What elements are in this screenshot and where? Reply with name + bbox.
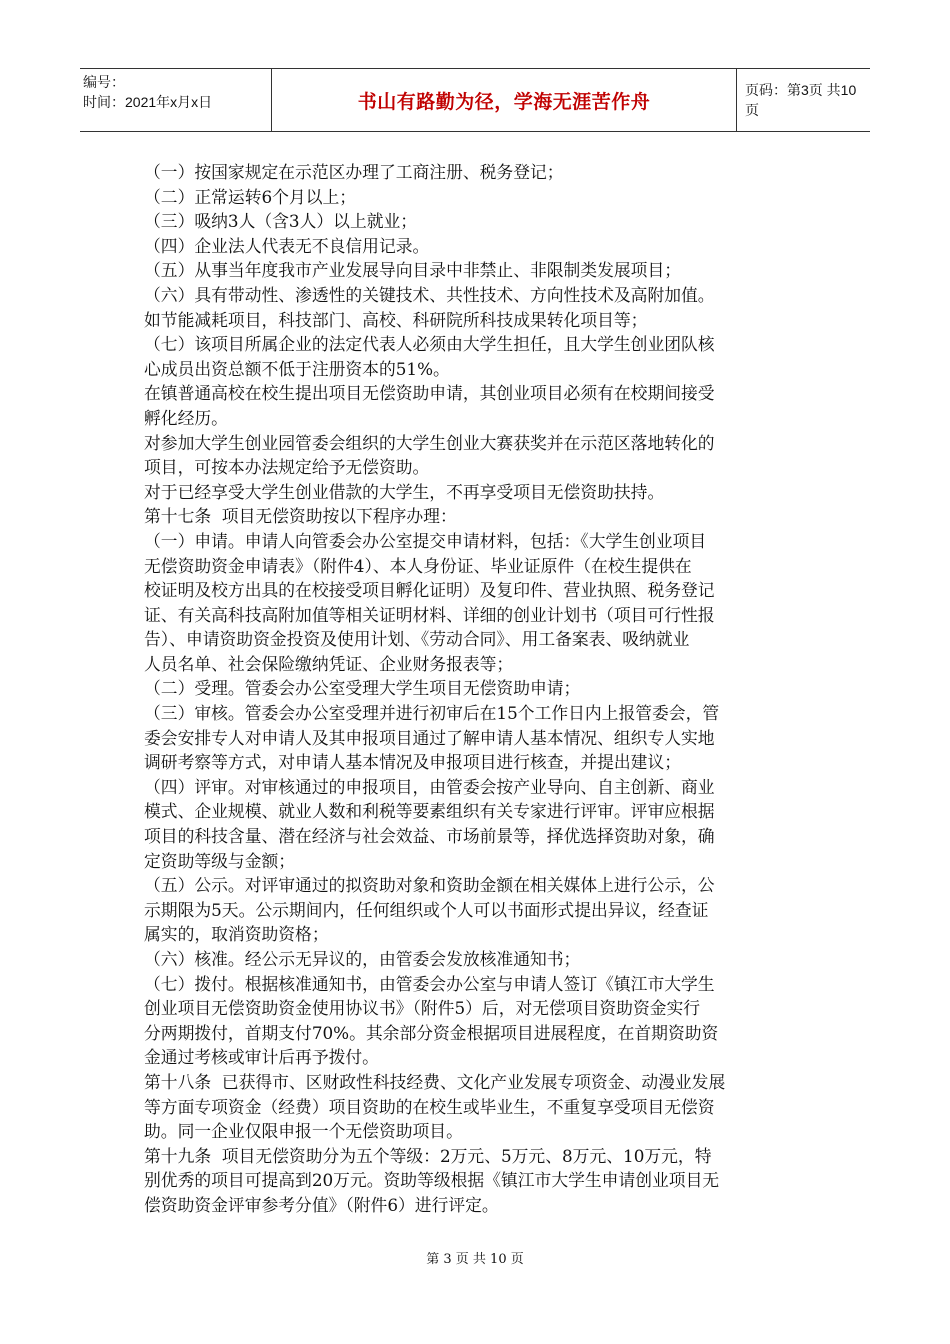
body-line: 项目，可按本办法规定给予无偿资助。 <box>144 457 430 478</box>
body-line: 属实的，取消资助资格； <box>144 924 329 945</box>
body-line: 证、有关高科技高附加值等相关证明材料、详细的创业计划书（项目可行性报 <box>144 604 715 625</box>
document-number: 编号： <box>83 74 125 90</box>
document-date: 时间：2021年x月x日 <box>83 94 213 110</box>
body-line: 定资助等级与金额； <box>144 850 296 871</box>
body-line: （四）评审。对审核通过的申报项目，由管委会按产业导向、自主创新、商业 <box>144 776 715 797</box>
body-line: 第十九条 项目无偿资助分为五个等级：2万元、5万元、8万元、10万元，特 <box>144 1145 712 1166</box>
body-line: 偿资助资金评审参考分值》（附件6）进行评定。 <box>144 1194 499 1215</box>
body-line: （一）按国家规定在示范区办理了工商注册、税务登记； <box>144 162 564 182</box>
body-line: （七）该项目所属企业的法定代表人必须由大学生担任，且大学生创业团队核 <box>144 334 715 355</box>
body-line: 校证明及校方出具的在校接受项目孵化证明）及复印件、营业执照、税务登记 <box>144 580 715 601</box>
page-footer: 第 3 页 共 10 页 <box>426 1252 524 1267</box>
body-line: 告）、申请资助资金投资及使用计划、《劳动合同》、用工备案表、吸纳就业 <box>144 629 690 650</box>
body-line: 委会安排专人对申请人及其申报项目通过了解申请人基本情况、组织专人实地 <box>144 727 715 748</box>
page-header <box>80 68 870 132</box>
body-line: （六）具有带动性、渗透性的关键技术、共性技术、方向性技术及高附加值。 <box>144 284 715 305</box>
body-line: 创业项目无偿资助资金使用协议书》（附件5）后，对无偿项目资助资金实行 <box>144 998 701 1019</box>
header-page-number: 页码：第3页 共10页 <box>745 82 857 118</box>
body-line: 对参加大学生创业园管委会组织的大学生创业大赛获奖并在示范区落地转化的 <box>144 432 715 453</box>
body-line: 模式、企业规模、就业人数和利税等要素组织有关专家进行评审。评审应根据 <box>144 801 715 822</box>
body-line: 如节能减耗项目，科技部门、高校、科研院所科技成果转化项目等； <box>144 309 648 330</box>
header-meta <box>80 69 272 131</box>
body-line: 金通过考核或审计后再予拨付。 <box>144 1047 379 1068</box>
body-line: （五）从事当年度我市产业发展导向目录中非禁止、非限制类发展项目； <box>144 260 682 281</box>
body-line: 调研考察等方式，对申请人基本情况及申报项目进行核查，并提出建议； <box>144 752 682 773</box>
body-line: 示期限为5天。公示期间内，任何组织或个人可以书面形式提出异议，经查证 <box>144 899 709 920</box>
body-line: 别优秀的项目可提高到20万元。资助等级根据《镇江市大学生申请创业项目无 <box>144 1170 720 1191</box>
body-line: 分两期拨付，首期支付70%。其余部分资金根据项目进展程度，在首期资助资 <box>144 1022 719 1043</box>
body-line: （四）企业法人代表无不良信用记录。 <box>144 235 430 256</box>
header-motto: 书山有路勤为径，学海无涯苦作舟 <box>272 69 737 131</box>
body-line: 无偿资助资金申请表》（附件4）、本人身份证、毕业证原件（在校生提供在 <box>144 555 692 576</box>
body-line: （二）受理。管委会办公室受理大学生项目无偿资助申请； <box>144 678 581 699</box>
body-line: （七）拨付。根据核准通知书，由管委会办公室与申请人签订《镇江市大学生 <box>144 973 715 994</box>
body-line: 第十八条 已获得市、区财政性科技经费、文化产业发展专项资金、动漫业发展 <box>144 1071 726 1092</box>
body-line: （一）申请。申请人向管委会办公室提交申请材料，包括：《大学生创业项目 <box>144 530 707 551</box>
body-line: （三）审核。管委会办公室受理并进行初审后在15个工作日内上报管委会，管 <box>144 703 720 724</box>
body-line: 对于已经享受大学生创业借款的大学生，不再享受项目无偿资助扶持。 <box>144 481 665 502</box>
body-line: 心成员出资总额不低于注册资本的51%。 <box>144 358 450 379</box>
body-line: （五）公示。对评审通过的拟资助对象和资助金额在相关媒体上进行公示，公 <box>144 875 715 896</box>
body-line: （二）正常运转6个月以上； <box>144 186 357 207</box>
body-line: （三）吸纳3人（含3人）以上就业； <box>144 211 418 232</box>
body-line: 项目的科技含量、潜在经济与社会效益、市场前景等，择优选择资助对象，确 <box>144 826 715 847</box>
body-line: 助。同一企业仅限申报一个无偿资助项目。 <box>144 1121 463 1142</box>
body-line: 孵化经历。 <box>144 407 228 428</box>
body-line: 人员名单、社会保险缴纳凭证、企业财务报表等； <box>144 653 514 674</box>
body-line: 第十七条 项目无偿资助按以下程序办理： <box>144 506 457 527</box>
document-body <box>144 160 804 1218</box>
body-line: 在镇普通高校在校生提出项目无偿资助申请，其创业项目必须有在校期间接受 <box>144 383 715 404</box>
body-line: 等方面专项资金（经费）项目资助的在校生或毕业生，不重复享受项目无偿资 <box>144 1096 715 1117</box>
body-line: （六）核准。经公示无异议的，由管委会发放核准通知书； <box>144 949 581 969</box>
